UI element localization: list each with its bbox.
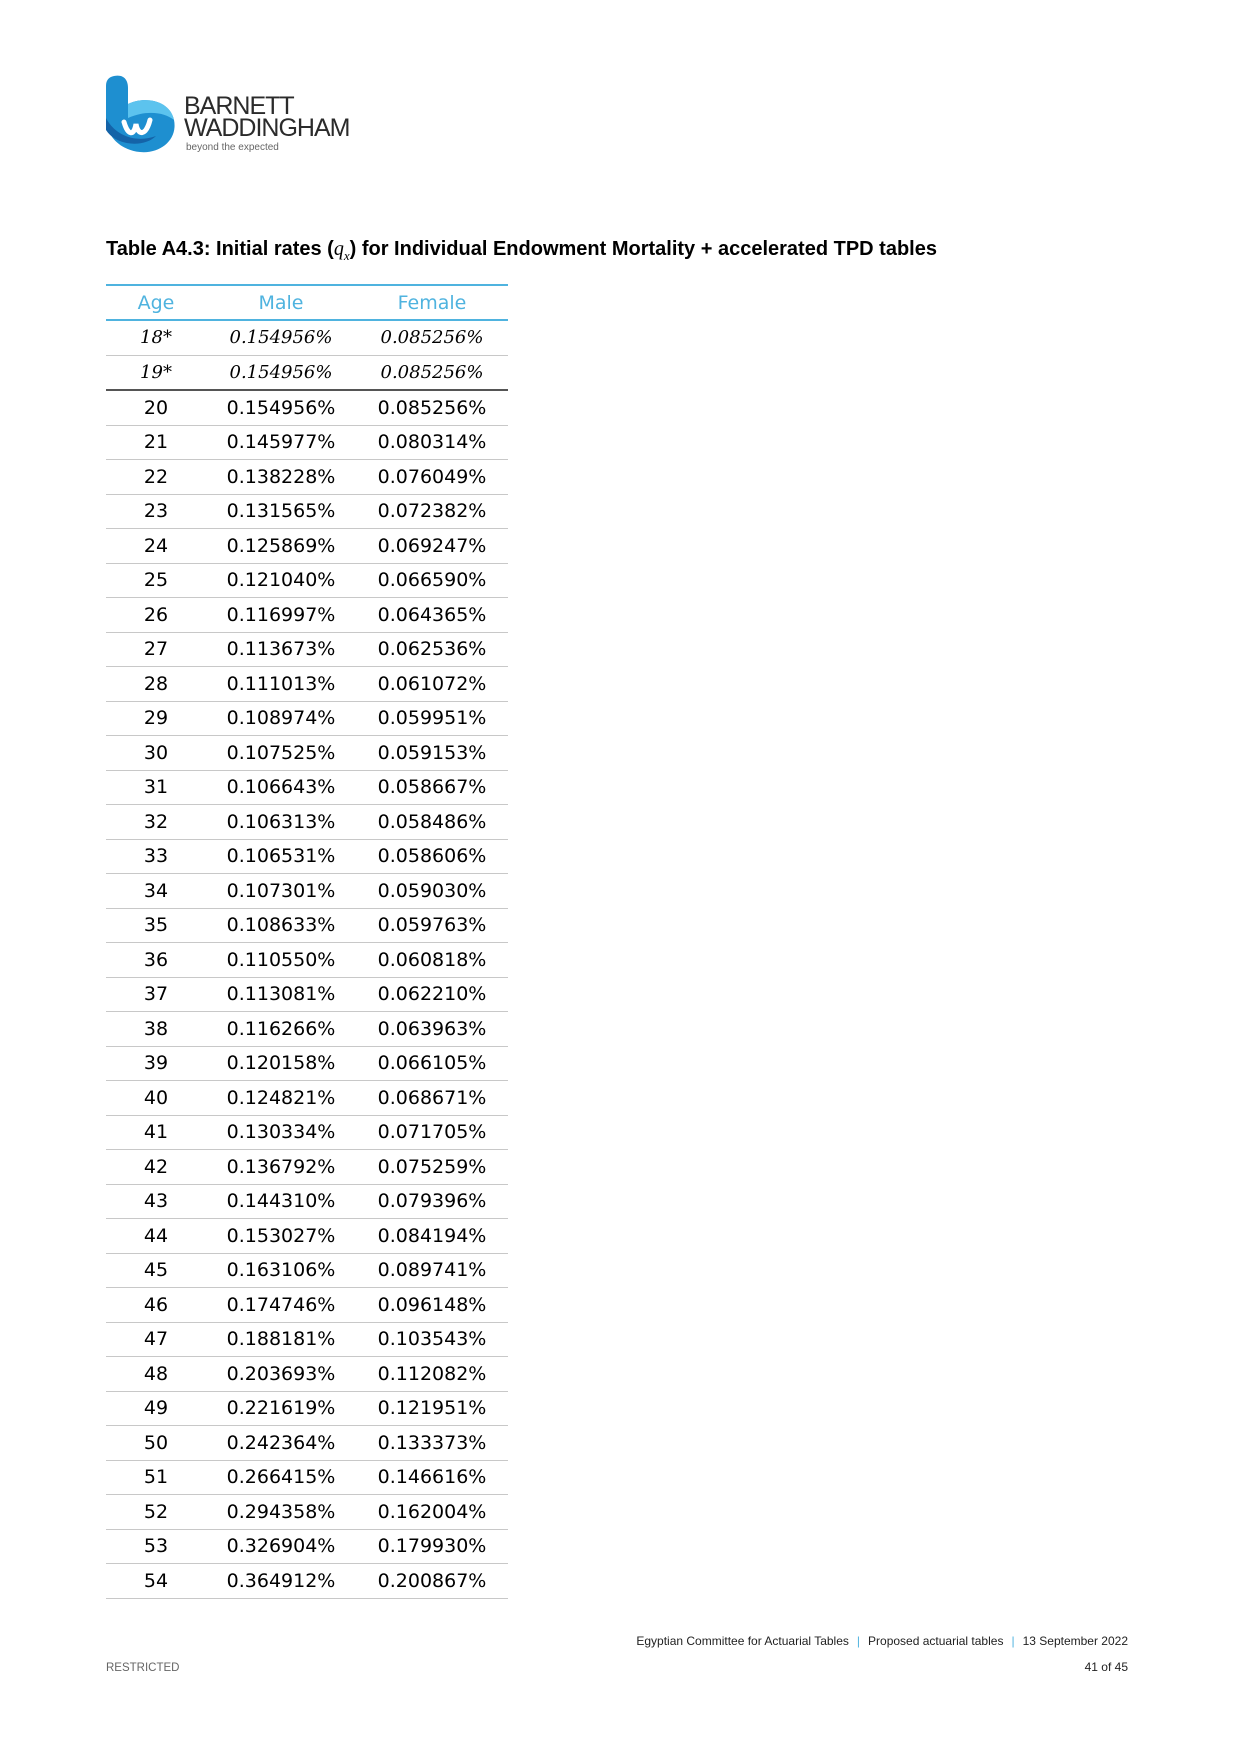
cell-female: 0.063963% (356, 1012, 508, 1047)
cell-male: 0.108974% (206, 701, 356, 736)
cell-male: 0.145977% (206, 425, 356, 460)
header-female: Female (356, 285, 508, 320)
table-row (106, 1391, 508, 1426)
cell-male: 0.125869% (206, 529, 356, 564)
table-row (106, 598, 508, 633)
cell-age: 52 (106, 1495, 206, 1530)
cell-female: 0.066105% (356, 1046, 508, 1081)
table-row (106, 1012, 508, 1047)
cell-age: 38 (106, 1012, 206, 1047)
cell-male: 0.106643% (206, 770, 356, 805)
title-suffix: ) for Individual Endowment Mortality + accelerated TPD tables (349, 238, 937, 260)
cell-male: 0.107525% (206, 736, 356, 771)
cell-age: 39 (106, 1046, 206, 1081)
cell-age: 30 (106, 736, 206, 771)
footer-divider: | (1011, 1634, 1015, 1648)
table-row (106, 529, 508, 564)
cell-male: 0.120158% (206, 1046, 356, 1081)
footer-date: 13 September 2022 (1022, 1634, 1128, 1648)
cell-age: 21 (106, 425, 206, 460)
cell-male: 0.153027% (206, 1219, 356, 1254)
cell-female: 0.064365% (356, 598, 508, 633)
cell-age: 28 (106, 667, 206, 702)
table-row (106, 943, 508, 978)
cell-male: 0.106313% (206, 805, 356, 840)
cell-male: 0.326904% (206, 1529, 356, 1564)
cell-female: 0.071705% (356, 1115, 508, 1150)
cell-age: 53 (106, 1529, 206, 1564)
cell-age: 35 (106, 908, 206, 943)
footer-org: Egyptian Committee for Actuarial Tables (636, 1634, 849, 1648)
table-row (106, 355, 508, 390)
cell-male: 0.136792% (206, 1150, 356, 1185)
table-row (106, 805, 508, 840)
cell-female: 0.069247% (356, 529, 508, 564)
table-row (106, 770, 508, 805)
cell-male: 0.154956% (206, 355, 356, 390)
cell-female: 0.085256% (356, 320, 508, 355)
cell-male: 0.266415% (206, 1460, 356, 1495)
table-row (106, 667, 508, 702)
cell-female: 0.085256% (356, 355, 508, 390)
cell-female: 0.060818% (356, 943, 508, 978)
cell-age: 40 (106, 1081, 206, 1116)
cell-age: 50 (106, 1426, 206, 1461)
cell-age: 44 (106, 1219, 206, 1254)
table-row (106, 736, 508, 771)
cell-age: 46 (106, 1288, 206, 1323)
classification-label: RESTRICTED (106, 1662, 180, 1674)
cell-female: 0.103543% (356, 1322, 508, 1357)
cell-age: 32 (106, 805, 206, 840)
table-row (106, 425, 508, 460)
table-row (106, 1426, 508, 1461)
cell-male: 0.144310% (206, 1184, 356, 1219)
table-header-row (106, 285, 508, 320)
cell-male: 0.108633% (206, 908, 356, 943)
cell-age: 22 (106, 460, 206, 495)
cell-female: 0.075259% (356, 1150, 508, 1185)
cell-age: 18* (106, 320, 206, 355)
cell-male: 0.116997% (206, 598, 356, 633)
table-body (106, 320, 508, 1598)
cell-female: 0.066590% (356, 563, 508, 598)
cell-female: 0.076049% (356, 460, 508, 495)
cell-female: 0.112082% (356, 1357, 508, 1392)
company-logo (104, 74, 364, 158)
table-row (106, 1219, 508, 1254)
cell-male: 0.203693% (206, 1357, 356, 1392)
table-row (106, 460, 508, 495)
table-row (106, 390, 508, 425)
table-row (106, 1564, 508, 1599)
cell-female: 0.089741% (356, 1253, 508, 1288)
cell-male: 0.121040% (206, 563, 356, 598)
table-row (106, 1115, 508, 1150)
cell-male: 0.242364% (206, 1426, 356, 1461)
cell-female: 0.068671% (356, 1081, 508, 1116)
cell-female: 0.146616% (356, 1460, 508, 1495)
cell-female: 0.080314% (356, 425, 508, 460)
table-row (106, 1495, 508, 1530)
header-male: Male (206, 285, 356, 320)
footer-info (636, 1634, 1128, 1648)
logo-tagline: beyond the expected (186, 142, 279, 153)
cell-age: 54 (106, 1564, 206, 1599)
logo-mark-icon (104, 74, 180, 154)
cell-male: 0.138228% (206, 460, 356, 495)
table-row (106, 1460, 508, 1495)
cell-age: 37 (106, 977, 206, 1012)
cell-age: 33 (106, 839, 206, 874)
table-row (106, 1253, 508, 1288)
cell-female: 0.058486% (356, 805, 508, 840)
cell-age: 20 (106, 390, 206, 425)
cell-male: 0.124821% (206, 1081, 356, 1116)
cell-age: 23 (106, 494, 206, 529)
cell-age: 24 (106, 529, 206, 564)
cell-female: 0.162004% (356, 1495, 508, 1530)
cell-female: 0.072382% (356, 494, 508, 529)
cell-female: 0.058667% (356, 770, 508, 805)
table-row (106, 1046, 508, 1081)
footer-divider: | (856, 1634, 861, 1648)
cell-male: 0.110550% (206, 943, 356, 978)
title-q-symbol (333, 238, 350, 263)
logo-text-barnett: BARNETT (184, 92, 294, 120)
cell-male: 0.294358% (206, 1495, 356, 1530)
cell-male: 0.130334% (206, 1115, 356, 1150)
cell-female: 0.079396% (356, 1184, 508, 1219)
cell-age: 26 (106, 598, 206, 633)
title-q-subscript: x (343, 248, 350, 263)
table-row (106, 977, 508, 1012)
cell-male: 0.113673% (206, 632, 356, 667)
cell-male: 0.111013% (206, 667, 356, 702)
table-row (106, 1357, 508, 1392)
cell-female: 0.121951% (356, 1391, 508, 1426)
table-row (106, 874, 508, 909)
cell-age: 19* (106, 355, 206, 390)
cell-female: 0.200867% (356, 1564, 508, 1599)
cell-female: 0.096148% (356, 1288, 508, 1323)
table-row (106, 1081, 508, 1116)
table-row (106, 632, 508, 667)
table-row (106, 1184, 508, 1219)
cell-age: 31 (106, 770, 206, 805)
cell-female: 0.179930% (356, 1529, 508, 1564)
table-row (106, 320, 508, 355)
title-prefix: Table A4.3: Initial rates ( (106, 238, 334, 260)
cell-age: 34 (106, 874, 206, 909)
title-q: q (333, 238, 344, 260)
cell-male: 0.188181% (206, 1322, 356, 1357)
table-row (106, 1150, 508, 1185)
cell-male: 0.106531% (206, 839, 356, 874)
cell-male: 0.113081% (206, 977, 356, 1012)
table-row (106, 839, 508, 874)
table-row (106, 1529, 508, 1564)
cell-age: 42 (106, 1150, 206, 1185)
cell-age: 27 (106, 632, 206, 667)
table-title (106, 238, 937, 264)
cell-male: 0.107301% (206, 874, 356, 909)
cell-age: 51 (106, 1460, 206, 1495)
cell-male: 0.154956% (206, 390, 356, 425)
cell-male: 0.174746% (206, 1288, 356, 1323)
table-row (106, 701, 508, 736)
table-row (106, 563, 508, 598)
cell-male: 0.131565% (206, 494, 356, 529)
cell-male: 0.364912% (206, 1564, 356, 1599)
cell-male: 0.154956% (206, 320, 356, 355)
table-row (106, 494, 508, 529)
logo-text-waddingham: WADDINGHAM (184, 114, 350, 142)
cell-age: 47 (106, 1322, 206, 1357)
cell-female: 0.061072% (356, 667, 508, 702)
cell-age: 29 (106, 701, 206, 736)
table-row (106, 1322, 508, 1357)
table-row (106, 1288, 508, 1323)
cell-female: 0.062210% (356, 977, 508, 1012)
cell-female: 0.058606% (356, 839, 508, 874)
header-age: Age (106, 285, 206, 320)
cell-female: 0.133373% (356, 1426, 508, 1461)
cell-age: 49 (106, 1391, 206, 1426)
page-number: 41 of 45 (1084, 1660, 1128, 1674)
cell-male: 0.116266% (206, 1012, 356, 1047)
cell-age: 43 (106, 1184, 206, 1219)
cell-female: 0.059153% (356, 736, 508, 771)
cell-female: 0.062536% (356, 632, 508, 667)
cell-age: 25 (106, 563, 206, 598)
footer-doc: Proposed actuarial tables (868, 1634, 1004, 1648)
cell-male: 0.163106% (206, 1253, 356, 1288)
mortality-rates-table (106, 284, 508, 1599)
cell-age: 48 (106, 1357, 206, 1392)
cell-male: 0.221619% (206, 1391, 356, 1426)
cell-age: 41 (106, 1115, 206, 1150)
cell-age: 36 (106, 943, 206, 978)
cell-female: 0.059763% (356, 908, 508, 943)
cell-female: 0.085256% (356, 390, 508, 425)
table-row (106, 908, 508, 943)
cell-female: 0.084194% (356, 1219, 508, 1254)
cell-female: 0.059951% (356, 701, 508, 736)
cell-age: 45 (106, 1253, 206, 1288)
cell-female: 0.059030% (356, 874, 508, 909)
